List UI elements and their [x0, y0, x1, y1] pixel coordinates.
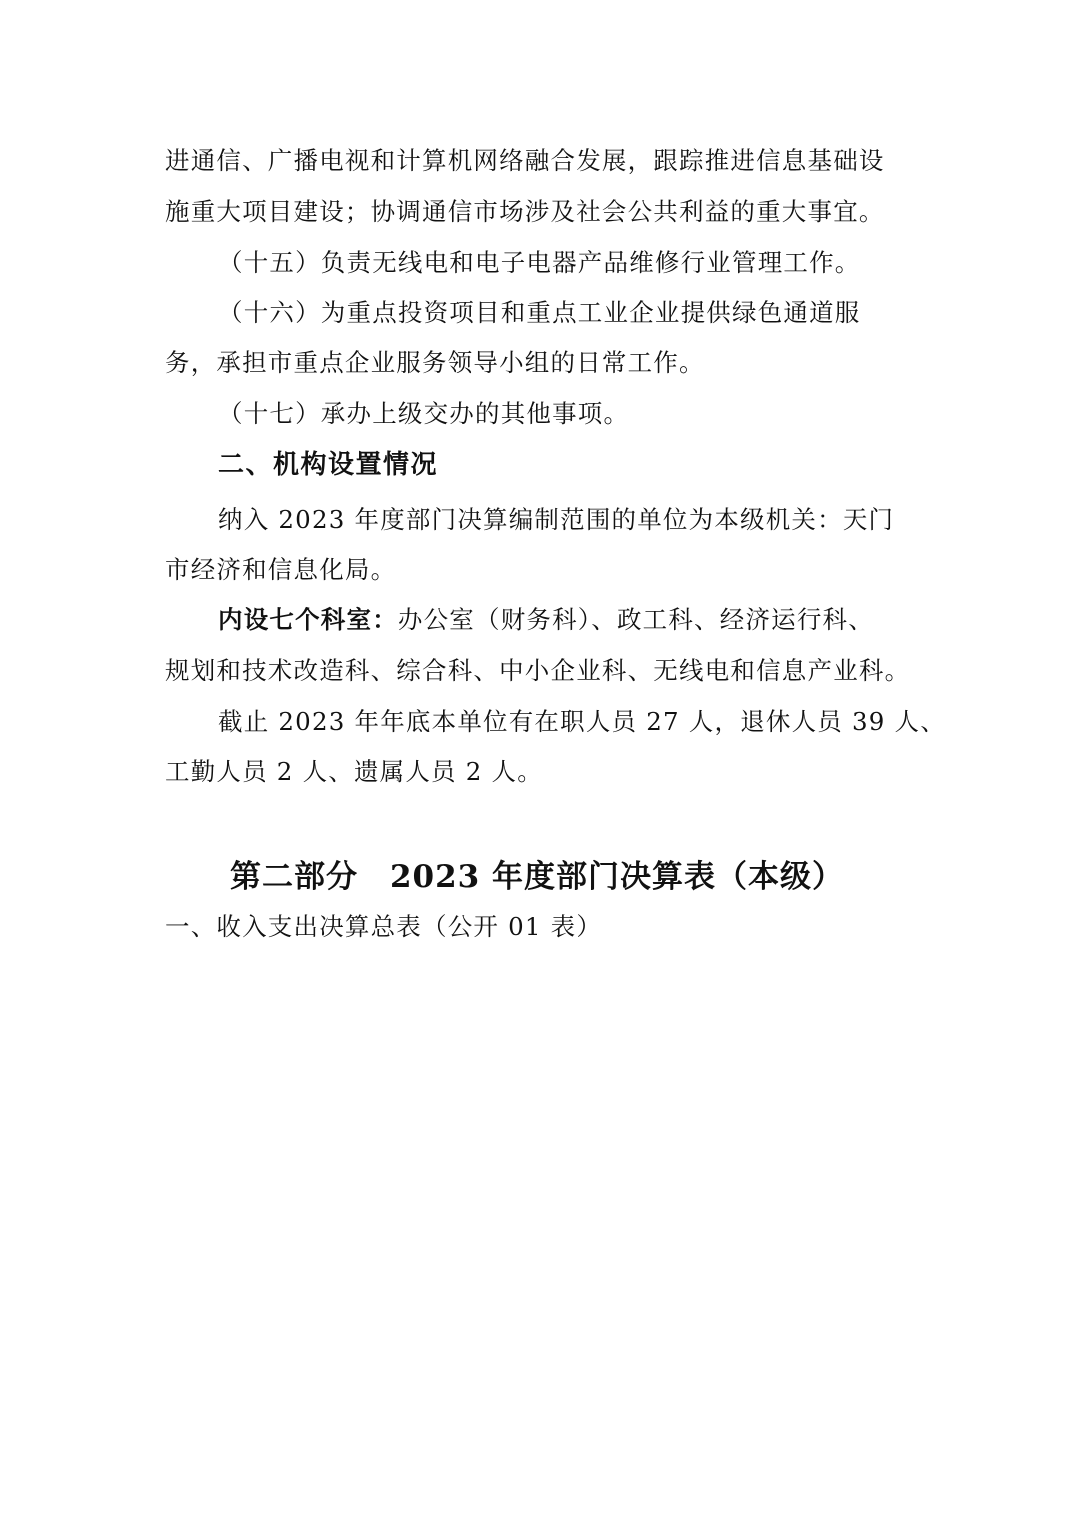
item-17: （十七）承办上级交办的其他事项。 — [218, 399, 630, 428]
scope-line: 纳入 2023 年度部门决算编制范围的单位为本级机关：天门 — [218, 505, 895, 534]
item-16-line: 务，承担市重点企业服务领导小组的日常工作。 — [165, 348, 705, 377]
section-heading: 二、机构设置情况 — [218, 450, 439, 480]
scope-line: 市经济和信息化局。 — [165, 555, 397, 584]
table-subtitle: 一、收入支出决算总表（公开 01 表） — [165, 912, 603, 941]
paragraph-line: 进通信、广播电视和计算机网络融合发展，跟踪推进信息基础设 — [165, 146, 885, 175]
item-15: （十五）负责无线电和电子电器产品维修行业管理工作。 — [218, 248, 861, 277]
paragraph-line: 施重大项目建设；协调通信市场涉及社会公共利益的重大事宜。 — [165, 197, 885, 226]
staff-line: 工勤人员 2 人、遗属人员 2 人。 — [165, 757, 543, 786]
departments-line: 规划和技术改造科、综合科、中小企业科、无线电和信息产业科。 — [165, 656, 911, 685]
departments-label: 内设七个科室： — [218, 605, 398, 634]
departments-line — [218, 605, 918, 635]
departments-list: 办公室（财务科）、政工科、经济运行科、 — [397, 605, 874, 634]
part-title: 第二部分 2023 年度部门决算表（本级） — [229, 859, 845, 895]
staff-line: 截止 2023 年年底本单位有在职人员 27 人，退休人员 39 人、 — [218, 707, 946, 736]
item-16-line: （十六）为重点投资项目和重点工业企业提供绿色通道服 — [218, 298, 861, 327]
